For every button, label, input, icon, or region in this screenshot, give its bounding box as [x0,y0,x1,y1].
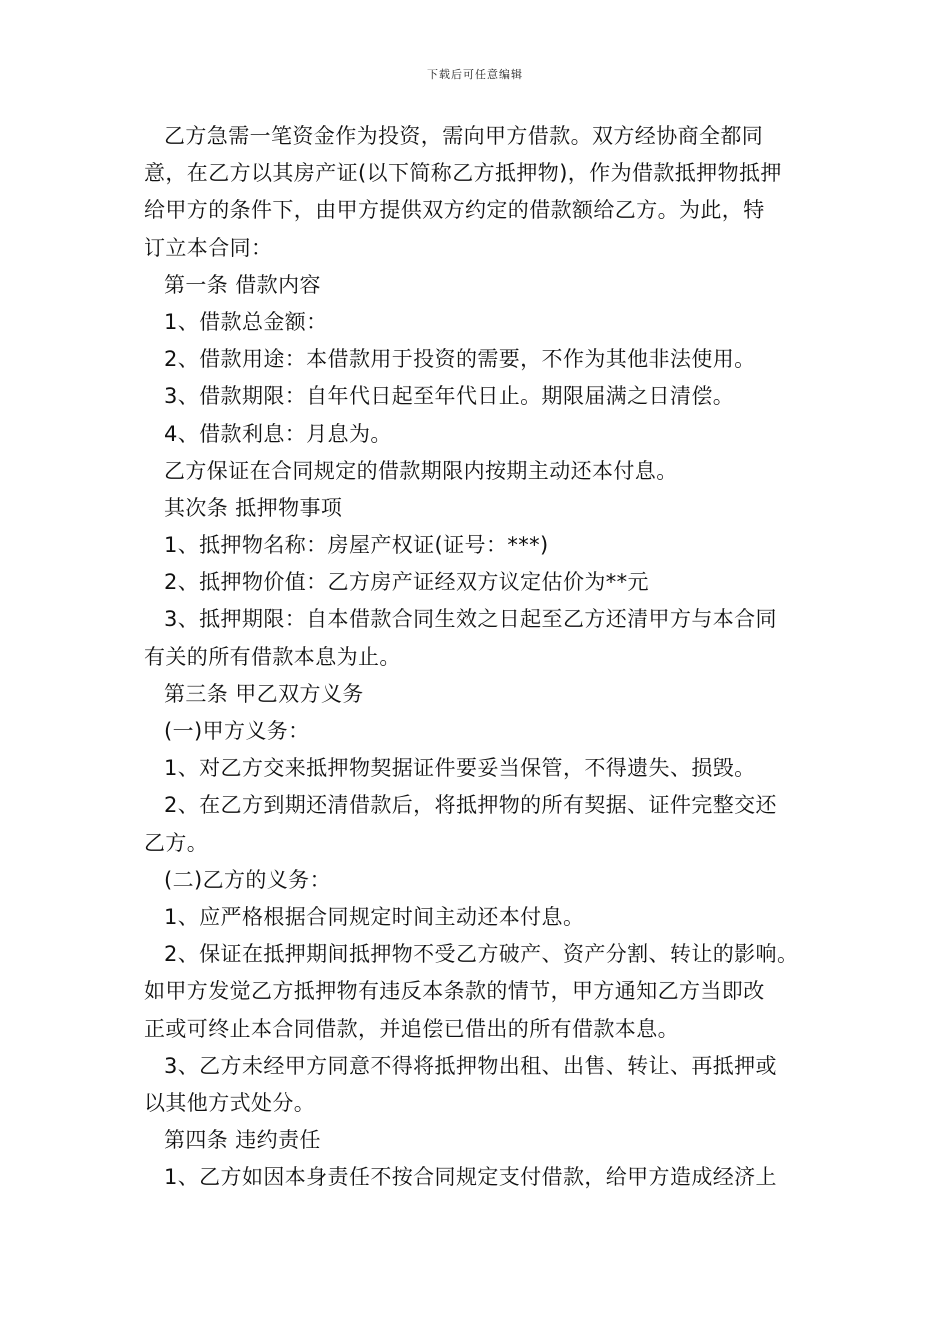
text-line: 有关的所有借款本息为止。 [144,644,401,669]
text-line: 3、抵押期限：自本借款合同生效之日起至乙方还清甲方与本合同 [164,607,777,632]
text-line: 4、借款利息：月息为。 [164,421,392,446]
text-line: 以其他方式处分。 [144,1090,316,1115]
text-line: 1、对乙方交来抵押物契据证件要妥当保管，不得遗失、损毁。 [164,756,756,781]
text-line: 正或可终止本合同借款，并追偿已借出的所有借款本息。 [144,1016,679,1041]
text-line: 乙方急需一笔资金作为投资，需向甲方借款。双方经协商全都同 [164,124,764,148]
text-line: 1、借款总金额： [164,309,328,334]
text-line: 2、保证在抵押期间抵押物不受乙方破产、资产分割、转让的影响。 [164,942,799,967]
text-line: 3、乙方未经甲方同意不得将抵押物出租、出售、转让、再抵押或 [164,1053,777,1078]
text-line: 给甲方的条件下，由甲方提供双方约定的借款额给乙方。为此，特 [144,198,765,223]
text-line: 其次条 抵押物事项 [164,495,343,520]
text-line: 意，在乙方以其房产证(以下简称乙方抵押物)，作为借款抵押物抵押 [144,161,782,186]
text-line: 第三条 甲乙双方义务 [164,681,364,706]
text-line: 乙方保证在合同规定的借款期限内按期主动还本付息。 [164,458,678,483]
text-line: 2、抵押物价值：乙方房产证经双方议定估价为**元 [164,570,649,595]
text-line: 乙方。 [144,830,209,855]
text-line: 如甲方发觉乙方抵押物有违反本条款的情节，甲方通知乙方当即改 [144,979,765,1004]
text-line: 第一条 借款内容 [164,272,321,297]
text-line: (一)甲方义务： [164,719,310,743]
page-header: 下载后可任意编辑 [427,68,523,81]
text-line: 1、抵押物名称：房屋产权证(证号：***) [164,533,549,558]
text-line: 2、借款用途：本借款用于投资的需要，不作为其他非法使用。 [164,347,756,372]
text-line: 1、乙方如因本身责任不按合同规定支付借款，给甲方造成经济上 [164,1165,777,1190]
text-line: (二)乙方的义务： [164,867,331,892]
text-line: 1、应严格根据合同规定时间主动还本付息。 [164,904,585,929]
document-body [144,118,824,1196]
text-line: 2、在乙方到期还清借款后，将抵押物的所有契据、证件完整交还 [164,793,777,818]
text-line: 订立本合同： [144,235,273,260]
text-line: 3、借款期限：自年代日起至年代日止。期限届满之日清偿。 [164,384,735,409]
text-line: 第四条 违约责任 [164,1128,321,1153]
